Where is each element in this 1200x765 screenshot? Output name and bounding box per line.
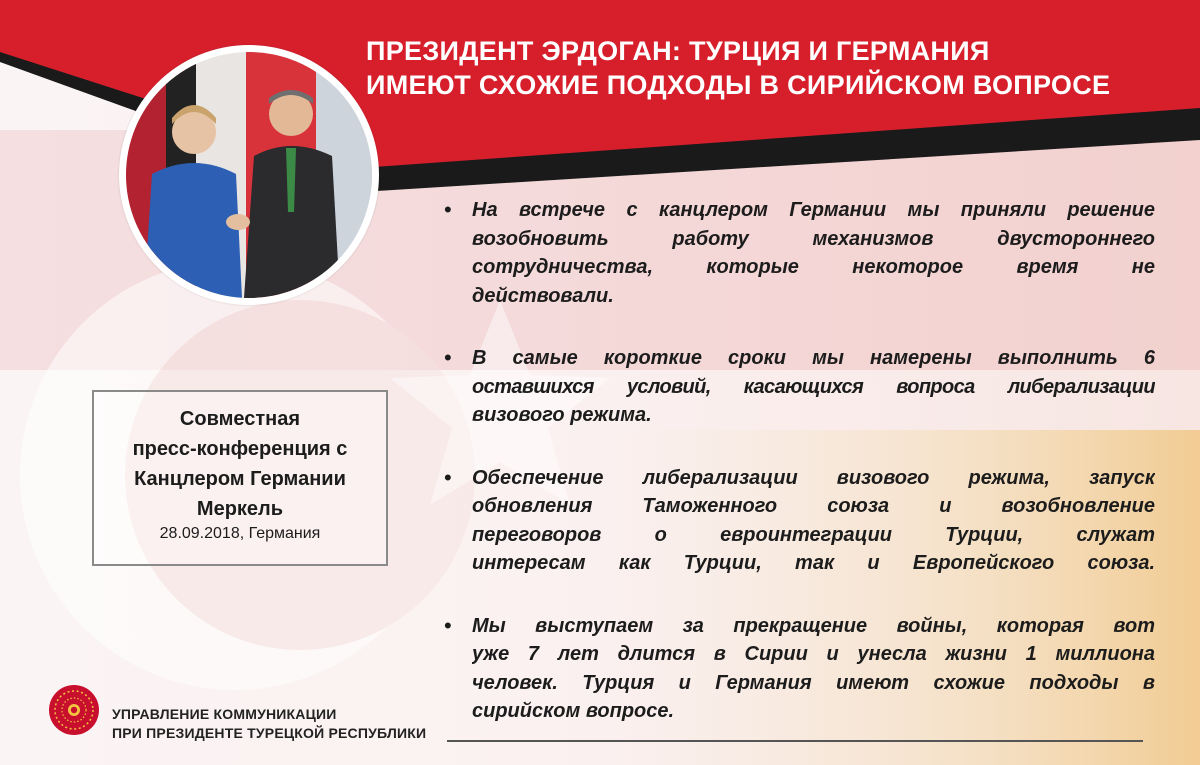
list-item <box>440 196 1155 310</box>
list-item <box>440 612 1155 726</box>
statement-list <box>440 196 1155 760</box>
presidential-emblem-icon <box>48 684 100 736</box>
list-item-line: Мы выступаем за прекращение войны, которая вот <box>472 614 1155 637</box>
org-line-2: ПРИ ПРЕЗИДЕНТЕ ТУРЕЦКОЙ РЕСПУБЛИКИ <box>112 725 427 741</box>
list-item-line: сотрудничества, которые некоторое время не <box>472 256 1155 278</box>
bullet-dot-icon: • <box>444 345 452 370</box>
list-item-line: визового режима. <box>472 404 652 426</box>
list-item-line: возобновить работу механизмов двустороннего <box>472 227 1155 250</box>
list-item-line: Обеспечение либерализации визового режима, запуск <box>472 466 1155 489</box>
org-line-1: УПРАВЛЕНИЕ КОММУНИКАЦИИ <box>112 706 337 722</box>
event-title-line-1: Совместная <box>179 408 301 430</box>
event-info-box <box>92 390 388 566</box>
list-item-line: В самые короткие сроки мы намерены выполнить 6 <box>472 347 1155 369</box>
list-item-line: сирийском вопросе. <box>472 700 675 722</box>
bullet-dot-icon: • <box>444 197 452 222</box>
bullet-dot-icon: • <box>444 612 452 638</box>
event-title-line-3: Канцлером Германии <box>134 468 346 490</box>
event-title-line-2: пресс-конференция с <box>132 438 348 460</box>
list-item-line: интересам как Турции, так и Европейского союза. <box>472 552 1155 574</box>
organization-name <box>112 705 426 743</box>
list-item-line: переговоров о евроинтеграции Турции, служат <box>472 523 1155 546</box>
list-item-line: человек. Турция и Германия имеют схожие подходы в <box>472 671 1155 694</box>
list-item-line: обновления Таможенного союза и возобновление <box>472 495 1155 517</box>
event-title-line-4: Меркель <box>196 498 284 520</box>
list-item-line: уже 7 лет длится в Сирии и унесла жизни 1 миллиона <box>472 643 1155 665</box>
list-item-line: оставшихся условий, касающихся вопроса либерализации <box>472 375 1155 398</box>
event-date: 28.09.2018, Германия <box>159 525 321 542</box>
list-item-line: На встрече с канцлером Германии мы приняли решение <box>472 199 1155 221</box>
page-title <box>366 34 1166 102</box>
list-item-line: действовали. <box>472 284 614 307</box>
list-item <box>440 464 1155 578</box>
title-line-2: ИМЕЮТ СХОЖИЕ ПОДХОДЫ В СИРИЙСКОМ ВОПРОСЕ <box>366 70 1111 100</box>
footer-divider <box>447 740 1143 742</box>
list-item <box>440 344 1155 430</box>
title-line-1: ПРЕЗИДЕНТ ЭРДОГАН: ТУРЦИЯ И ГЕРМАНИЯ <box>366 36 990 66</box>
bullet-dot-icon: • <box>444 464 452 490</box>
event-title <box>94 404 386 524</box>
press-conference-photo <box>119 45 379 305</box>
